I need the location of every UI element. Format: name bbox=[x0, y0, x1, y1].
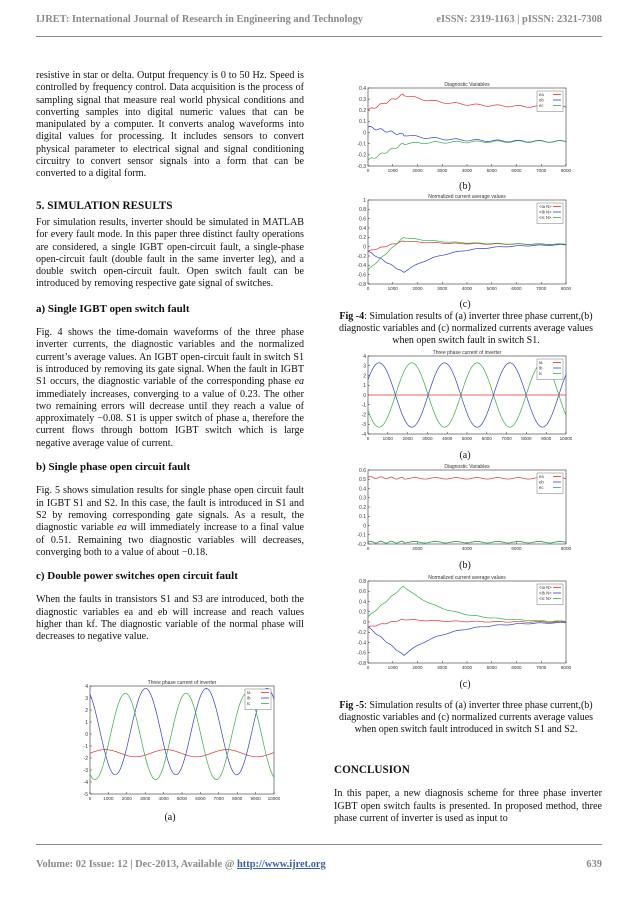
subsection-a-paragraph: Fig. 4 shows the time-domain waveforms of the three phase inverter currents, the diagnostic variables and the normalized current’s average values. An IGBT open-circuit fault in switch S1 is introduced by removing its gate signal. When the fault in IGBT S1 occurs, the diagnostic variable of the corresponding phase ea immediately increases, converging to a value of 0.23. The other two remaining errors will decrease until they reach a value of approximately −0.08. S1 is upper switch of phase a, therefore the current flows through bottom IGBT switch which is large negative average value of current. bbox=[36, 327, 304, 449]
x-tick-label: 8000 bbox=[560, 168, 572, 173]
x-tick-label: 7000 bbox=[536, 665, 547, 670]
y-tick-label: -3 bbox=[361, 422, 366, 429]
y-tick-label: 0.6 bbox=[359, 467, 366, 474]
chart-title: Three phase current of inverter bbox=[432, 350, 502, 356]
plot-frame bbox=[368, 200, 566, 284]
x-tick-label: 2000 bbox=[412, 546, 423, 551]
fig4-chart-b bbox=[348, 78, 572, 178]
y-tick-label: 0.1 bbox=[359, 514, 366, 521]
y-tick-label: 3 bbox=[363, 363, 366, 370]
subsection-c-paragraph: When the faults in transistors S1 and S3 are introduced, both the diagnostic variables ea and eb will increase and reach values higher than kf. The diagnostic variable of the normal phase will decreases to negative value. bbox=[36, 594, 304, 643]
legend-label: ec bbox=[539, 485, 544, 490]
footer-volume: Volume: 02 Issue: 12 | Dec-2013, Available @ http://www.ijret.org bbox=[36, 859, 326, 870]
x-tick-label: 6000 bbox=[195, 796, 206, 801]
y-tick-label: 0 bbox=[85, 731, 88, 738]
x-tick-label: 7000 bbox=[501, 436, 512, 441]
x-tick-label: 3000 bbox=[437, 286, 448, 291]
legend-label: Ic bbox=[247, 701, 251, 706]
legend-label: Ib bbox=[539, 365, 543, 371]
y-tick-label: -5 bbox=[83, 791, 88, 798]
y-tick-label: -0.1 bbox=[357, 141, 366, 148]
x-tick-label: 4000 bbox=[461, 665, 473, 670]
fig4-caption: Fig -4: Simulation results of (a) inverter three phase current,(b) diagnostic variables and (c) normalized currents average values when open switch fault in switch S1. bbox=[338, 311, 594, 347]
fig4-chart-c bbox=[348, 190, 572, 296]
x-tick-label: 8000 bbox=[560, 546, 572, 551]
x-tick-label: 2000 bbox=[402, 436, 413, 441]
x-tick-label: 6000 bbox=[511, 286, 522, 291]
plot-frame bbox=[368, 470, 566, 544]
x-tick-label: 2000 bbox=[412, 286, 423, 291]
y-tick-label: -0.2 bbox=[357, 541, 366, 548]
x-tick-label: 5000 bbox=[486, 286, 497, 291]
x-tick-label: 6000 bbox=[511, 168, 522, 173]
legend-label: ec bbox=[539, 103, 544, 108]
legend-label: <Ic N> bbox=[539, 215, 552, 220]
y-tick-label: 0.6 bbox=[359, 216, 366, 223]
fig-chart-a bbox=[70, 676, 280, 806]
x-tick-label: 1000 bbox=[387, 286, 398, 291]
y-tick-label: 0.2 bbox=[359, 609, 366, 616]
x-tick-label: 5000 bbox=[486, 168, 497, 173]
journal-title: IJRET: International Journal of Research in Engineering and Technology bbox=[36, 14, 363, 25]
x-tick-label: 9000 bbox=[250, 796, 261, 801]
y-tick-label: 1 bbox=[363, 197, 366, 204]
y-tick-label: 0.4 bbox=[359, 85, 366, 92]
y-tick-label: 4 bbox=[363, 353, 366, 360]
x-tick-label: 5000 bbox=[176, 796, 188, 801]
y-tick-label: 2 bbox=[85, 707, 88, 714]
legend-label: eb bbox=[539, 97, 544, 103]
y-tick-label: 0.3 bbox=[359, 495, 366, 502]
y-tick-label: 0 bbox=[363, 523, 366, 530]
header-rule bbox=[36, 36, 602, 37]
y-tick-label: -4 bbox=[83, 779, 88, 786]
footer-rule bbox=[36, 844, 602, 845]
y-tick-label: -0.4 bbox=[357, 263, 366, 270]
fig5-label-b: (b) bbox=[459, 560, 471, 571]
x-tick-label: 7000 bbox=[213, 796, 224, 801]
x-tick-label: 3000 bbox=[140, 796, 151, 801]
fig5-chart-b bbox=[348, 460, 572, 556]
page-number: 639 bbox=[586, 859, 602, 870]
y-tick-label: 0.4 bbox=[359, 486, 366, 493]
y-tick-label: 0.2 bbox=[359, 235, 366, 242]
fig5-label-c: (c) bbox=[459, 679, 471, 690]
legend-label: Ia bbox=[539, 360, 543, 365]
y-tick-label: 0 bbox=[363, 619, 366, 626]
fig5-chart-c bbox=[348, 571, 572, 675]
x-tick-label: 2000 bbox=[412, 168, 423, 173]
chart-title: Normalized current average values bbox=[428, 575, 506, 581]
x-tick-label: 2000 bbox=[412, 665, 423, 670]
x-tick-label: 4000 bbox=[442, 436, 453, 441]
x-tick-label: 3000 bbox=[437, 168, 448, 173]
x-tick-label: 6000 bbox=[511, 665, 522, 670]
x-tick-label: 1000 bbox=[387, 665, 398, 670]
y-tick-label: -1 bbox=[361, 402, 366, 409]
x-tick-label: 10000 bbox=[267, 796, 280, 801]
y-tick-label: -2 bbox=[361, 412, 366, 419]
y-tick-label: 0.8 bbox=[359, 207, 366, 214]
y-tick-label: 0.2 bbox=[359, 504, 366, 511]
intro-paragraph: resistive in star or delta. Output frequency is 0 to 50 Hz. Speed is controlled by frequency control. Data acquisition is the process of sampling signal that measure real world physical conditions and converting samples into digital numeric values that can be manipulated by a computer. It converts analog waveforms into digital values for processing. It includes sensors to convert physical parameter to electrical signal and signal conditioning circuitry to convert sensor signals into a form that can be converted to a digital form. bbox=[36, 70, 304, 180]
fig5-label-a: (a) bbox=[459, 450, 471, 461]
subsection-b-paragraph: Fig. 5 shows simulation results for single phase open circuit fault in IGBT S1 and S2. In this case, the fault is introduced in S1 and S2 by removing corresponding gate signals. As a result, the diagnostic variable ea will immediately increase to a final value of 0.51. Remaining two diagnostic variables will decreases, converging both to a value of about −0.18. bbox=[36, 485, 304, 558]
y-tick-label: 0.5 bbox=[359, 477, 366, 484]
x-tick-label: 4000 bbox=[461, 168, 473, 173]
x-tick-label: 5000 bbox=[486, 665, 497, 670]
y-tick-label: -0.4 bbox=[357, 640, 366, 647]
y-tick-label: 3 bbox=[85, 695, 88, 702]
legend-label: ea bbox=[539, 474, 544, 479]
y-tick-label: -0.2 bbox=[357, 152, 366, 159]
x-tick-label: 8000 bbox=[521, 436, 532, 441]
journal-link[interactable]: http://www.ijret.org bbox=[237, 859, 326, 870]
y-tick-label: 0.4 bbox=[359, 225, 366, 232]
y-tick-label: -4 bbox=[361, 431, 366, 438]
x-tick-label: 6000 bbox=[511, 546, 522, 551]
page-header bbox=[36, 14, 602, 36]
subsection-a-title: a) Single IGBT open switch fault bbox=[36, 302, 190, 315]
y-tick-label: 0 bbox=[363, 244, 366, 251]
x-tick-label: 4000 bbox=[461, 546, 473, 551]
plot-frame bbox=[368, 88, 566, 166]
x-tick-label: 0 bbox=[366, 546, 370, 551]
fig5-chart-a bbox=[348, 346, 572, 446]
conclusion-paragraph: In this paper, a new diagnosis scheme for three phase inverter IGBT open switch faults is presented. In proposed method, three phase current of inverter is used as input to bbox=[334, 788, 602, 824]
issn: eISSN: 2319-1163 | pISSN: 2321-7308 bbox=[436, 14, 602, 25]
fig5-caption: Fig -5: Simulation results of (a) inverter three phase current,(b) diagnostic variables and (c) normalized currents average values when open switch fault introduced in switch S1 and S2. bbox=[338, 700, 594, 736]
y-tick-label: 0.6 bbox=[359, 589, 366, 596]
legend-label: ea bbox=[539, 92, 544, 97]
x-tick-label: 7000 bbox=[536, 286, 547, 291]
y-tick-label: 0.4 bbox=[359, 599, 366, 606]
legend-label: <Ib N> bbox=[539, 590, 552, 596]
x-tick-label: 1000 bbox=[103, 796, 114, 801]
x-tick-label: 6000 bbox=[481, 436, 492, 441]
y-tick-label: -0.6 bbox=[357, 272, 366, 279]
x-tick-label: 9000 bbox=[541, 436, 552, 441]
x-tick-label: 5000 bbox=[461, 436, 473, 441]
legend-label: eb bbox=[539, 479, 544, 485]
subsection-b-title: b) Single phase open circuit fault bbox=[36, 461, 191, 474]
y-tick-label: 1 bbox=[85, 719, 88, 726]
x-tick-label: 0 bbox=[366, 168, 370, 173]
y-tick-label: -3 bbox=[83, 767, 88, 774]
fig-label-a: (a) bbox=[164, 812, 176, 823]
y-tick-label: 1 bbox=[363, 383, 366, 390]
section-title: 5. SIMULATION RESULTS bbox=[36, 199, 173, 212]
x-tick-label: 8000 bbox=[232, 796, 243, 801]
fig4-label-b: (b) bbox=[459, 181, 471, 192]
x-tick-label: 4000 bbox=[158, 796, 169, 801]
conclusion-block bbox=[334, 764, 602, 825]
y-tick-label: -0.3 bbox=[357, 163, 366, 170]
y-tick-label: 0.1 bbox=[359, 119, 366, 126]
y-tick-label: 0.3 bbox=[359, 96, 366, 103]
x-tick-label: 10000 bbox=[559, 436, 572, 441]
legend-label: Ic bbox=[539, 371, 543, 376]
chart-title: Normalized current average values bbox=[428, 194, 506, 200]
y-tick-label: 0 bbox=[363, 130, 366, 137]
x-tick-label: 8000 bbox=[560, 665, 572, 670]
y-tick-label: -0.8 bbox=[357, 281, 366, 288]
legend-label: Ib bbox=[247, 695, 251, 701]
y-tick-label: -1 bbox=[83, 743, 88, 750]
y-tick-label: 4 bbox=[85, 683, 88, 690]
x-tick-label: 8000 bbox=[560, 286, 572, 291]
y-tick-label: 0.2 bbox=[359, 108, 366, 115]
x-tick-label: 1000 bbox=[382, 436, 393, 441]
chart-title: Diagnostic Variables bbox=[444, 82, 490, 88]
legend-label: <Ib N> bbox=[539, 209, 552, 215]
y-tick-label: 0 bbox=[363, 392, 366, 399]
legend-label: <Ia N> bbox=[539, 585, 552, 590]
x-tick-label: 0 bbox=[88, 796, 92, 801]
legend-label: <Ic N> bbox=[539, 596, 552, 601]
x-tick-label: 4000 bbox=[461, 286, 473, 291]
x-tick-label: 0 bbox=[366, 286, 370, 291]
x-tick-label: 3000 bbox=[422, 436, 433, 441]
x-tick-label: 0 bbox=[366, 665, 370, 670]
y-tick-label: -2 bbox=[83, 755, 88, 762]
fig4-label-c: (c) bbox=[459, 299, 471, 310]
chart-title: Three phase current of inverter bbox=[147, 680, 217, 686]
section-paragraph: For simulation results, inverter should be simulated in MATLAB for every fault mode. In this paper three distinct faulty operations are considered, a single IGBT open-circuit fault, a single-phase open-circuit fault (double fault in the same inverter leg), and a double switch open-circuit fault. Open switch fault can be introduced by removing respective gate signal of switches. bbox=[36, 216, 304, 290]
legend-label: <Ia N> bbox=[539, 204, 552, 209]
x-tick-label: 2000 bbox=[121, 796, 132, 801]
y-tick-label: -0.8 bbox=[357, 660, 366, 667]
x-tick-label: 7000 bbox=[536, 168, 547, 173]
y-tick-label: -0.2 bbox=[357, 253, 366, 260]
y-tick-label: -0.6 bbox=[357, 650, 366, 657]
legend-label: Ia bbox=[247, 690, 251, 695]
y-tick-label: 0.8 bbox=[359, 578, 366, 585]
y-tick-label: -0.1 bbox=[357, 532, 366, 539]
conclusion-title: CONCLUSION bbox=[334, 764, 410, 776]
left-column bbox=[36, 70, 304, 644]
chart-title: Diagnostic Variables bbox=[444, 464, 490, 470]
x-tick-label: 0 bbox=[366, 436, 370, 441]
y-tick-label: 2 bbox=[363, 373, 366, 380]
x-tick-label: 3000 bbox=[437, 665, 448, 670]
x-tick-label: 1000 bbox=[387, 168, 398, 173]
subsection-c-title: c) Double power switches open circuit fault bbox=[36, 570, 238, 583]
y-tick-label: -0.2 bbox=[357, 630, 366, 637]
